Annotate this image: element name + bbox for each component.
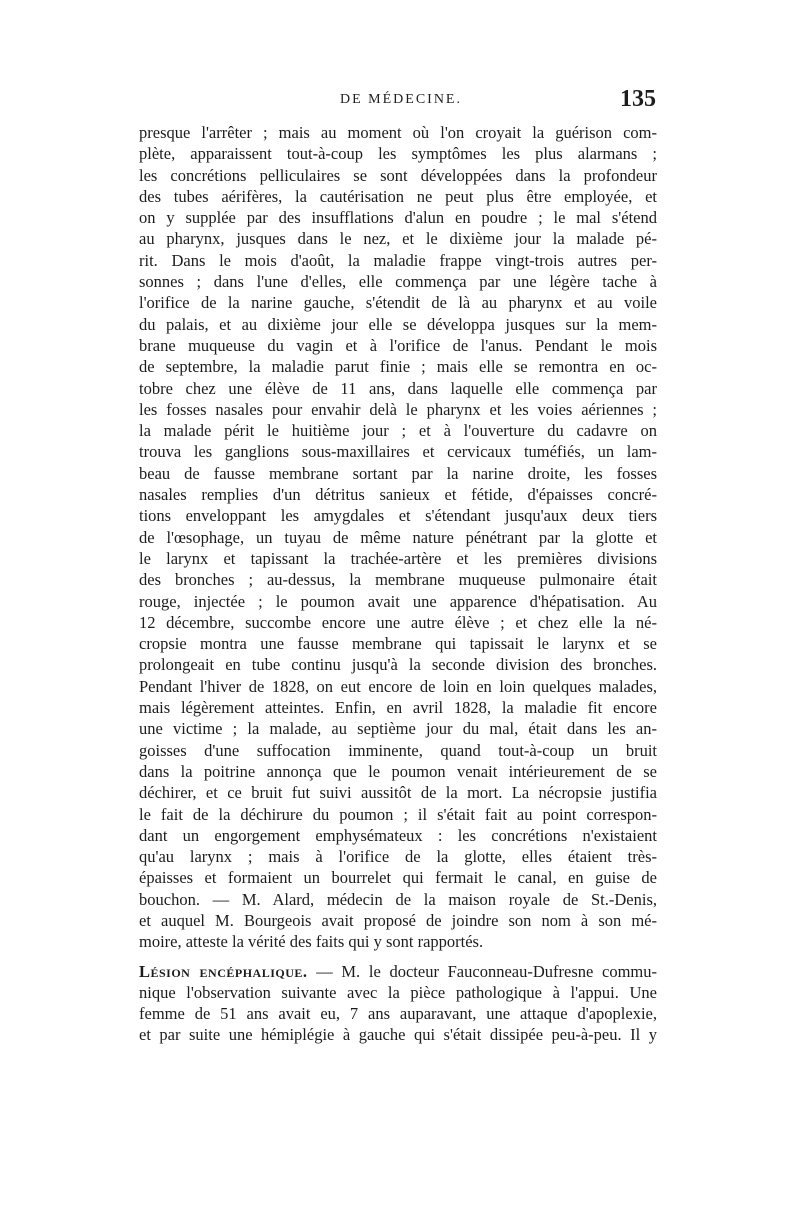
text-line: on y supplée par des insufflations d'alun en poudre ; le mal s'étend: [139, 208, 657, 228]
text-line: trouva les ganglions sous-maxillaires et cervicaux tuméfiés, un lam-: [139, 442, 657, 462]
text-line: déchirer, et ce bruit fut suivi aussitôt de la mort. La nécropsie justifia: [139, 783, 657, 803]
text-line: femme de 51 ans avait eu, 7 ans auparavant, une attaque d'apoplexie,: [139, 1004, 657, 1024]
text-line: le fait de la déchirure du poumon ; il s'était fait au point correspon-: [139, 804, 657, 824]
page-number: 135: [620, 86, 656, 112]
text-line: dant un engorgement emphysémateux : les concrétions n'existaient: [139, 825, 657, 845]
text-line: des bronches ; au-dessus, la membrane muqueuse pulmonaire était: [139, 570, 657, 590]
running-head: [140, 86, 656, 116]
text-line: cropsie montra une fausse membrane qui tapissait le larynx et se: [139, 634, 657, 654]
text-line: et par suite une hémiplégie à gauche qui s'était dissipée peu-à-peu. Il y: [139, 1025, 657, 1045]
text-line: dans la poitrine annonça que le poumon venait intérieurement de se: [139, 761, 657, 781]
text-line: une victime ; la malade, au septième jour du mal, était dans les an-: [139, 719, 657, 739]
section-heading: Lésion encéphalique.: [139, 961, 308, 981]
text-line: sonnes ; dans l'une d'elles, elle commença par une légère tache à: [139, 272, 657, 292]
section-first-line-text: — M. le docteur Fauconneau-Dufresne commu-: [307, 961, 657, 981]
text-line: prolongeait en tube continu jusqu'à la seconde division des bronches.: [139, 655, 657, 675]
text-line: l'orifice de la narine gauche, s'étendit de là au pharynx et au voile: [139, 293, 657, 313]
text-line: plète, apparaissent tout-à-coup les symptômes les plus alarmans ;: [139, 144, 657, 164]
text-line: moire, atteste la vérité des faits qui y sont rapportés.: [139, 932, 484, 952]
text-line: le larynx et tapissant la trachée-artère et les premières divisions: [139, 548, 657, 568]
text-line: brane muqueuse du vagin et à l'orifice de l'anus. Pendant le mois: [139, 335, 657, 355]
text-line: bouchon. — M. Alard, médecin de la maison royale de St.-Denis,: [139, 889, 657, 909]
text-line: goisses d'une suffocation imminente, quand tout-à-coup un bruit: [139, 740, 657, 760]
text-line: presque l'arrêter ; mais au moment où l'on croyait la guérison com-: [139, 123, 657, 142]
text-line: de l'œsophage, un tuyau de même nature pénétrant par la glotte et: [139, 527, 657, 547]
body-text: [139, 122, 657, 1046]
text-line: beau de fausse membrane sortant par la narine droite, les fosses: [139, 463, 657, 483]
text-line: du palais, et au dixième jour elle se développa jusques sur la mem-: [139, 314, 657, 334]
text-line: des tubes aérifères, la cautérisation ne peut plus être employée, et: [139, 186, 657, 206]
text-line: les concrétions pelliculaires se sont développées dans la profondeur: [139, 165, 657, 185]
text-line: tobre chez une élève de 11 ans, dans laquelle elle commença par: [139, 378, 657, 398]
text-line: et auquel M. Bourgeois avait proposé de joindre son nom à son mé-: [139, 910, 657, 930]
text-line: tions enveloppant les amygdales et s'étendant jusqu'aux deux tiers: [139, 506, 657, 526]
text-line: rit. Dans le mois d'août, la maladie frappe vingt-trois autres per-: [139, 250, 657, 270]
running-title: DE MÉDECINE.: [340, 92, 462, 107]
text-line: nique l'observation suivante avec la pièce pathologique à l'appui. Une: [139, 982, 657, 1002]
text-line: au pharynx, jusques dans le nez, et le dixième jour la malade pé-: [139, 229, 657, 249]
text-line: rouge, injectée ; le poumon avait une apparence d'hépatisation. Au: [139, 591, 657, 611]
text-line: mais légèrement atteintes. Enfin, en avril 1828, la maladie fit encore: [139, 698, 657, 718]
text-line: de septembre, la maladie parut finie ; mais elle se remontra en oc-: [139, 357, 657, 377]
text-line: nasales remplies d'un détritus sanieux et fétide, d'épaisses concré-: [139, 485, 657, 505]
text-line: la malade périt le huitième jour ; et à l'ouverture du cadavre on: [139, 421, 657, 441]
text-line: Pendant l'hiver de 1828, on eut encore de loin en loin quelques malades,: [139, 676, 657, 696]
text-line: les fosses nasales pour envahir delà le pharynx et les voies aériennes ;: [139, 399, 657, 419]
section-first-line: [139, 961, 657, 982]
text-line: 12 décembre, succombe encore une autre élève ; et chez elle la né-: [139, 612, 657, 632]
text-line: épaisses et formaient un bourrelet qui fermait le canal, en guise de: [139, 868, 657, 888]
text-line: qu'au larynx ; mais à l'orifice de la glotte, elles étaient très-: [139, 847, 657, 867]
